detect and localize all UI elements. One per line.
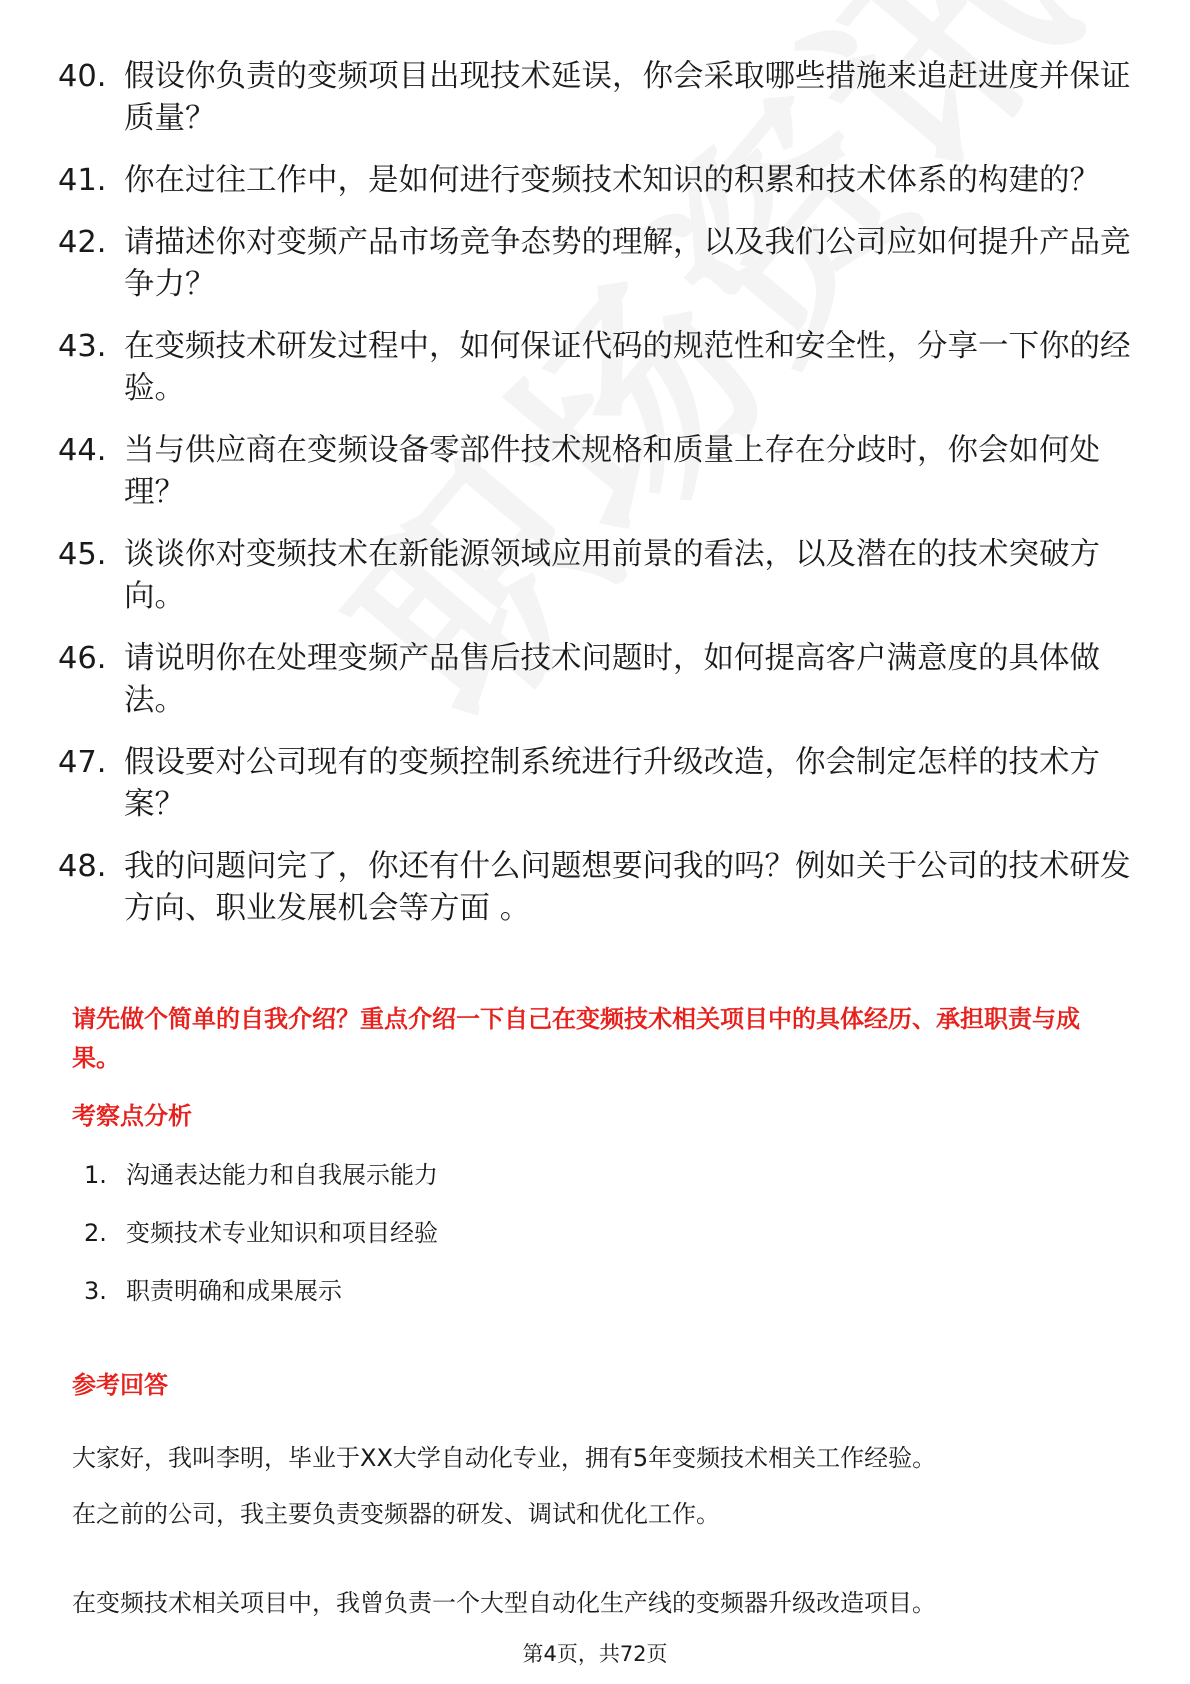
reference-paragraph: 在之前的公司，我主要负责变频器的研发、调试和优化工作。	[72, 1500, 720, 1528]
highlighted-question: 请先做个简单的自我介绍？重点介绍一下自己在变频技术相关项目中的具体经历、承担职责与成果。	[72, 1005, 1080, 1072]
question-item	[58, 326, 1133, 410]
question-number: 48.	[58, 849, 107, 884]
question-item	[58, 638, 1133, 722]
question-number: 40.	[58, 59, 107, 94]
question-text: 请说明你在处理变频产品售后技术问题时，如何提高客户满意度的具体做法。	[124, 641, 1100, 718]
analysis-item	[84, 1218, 438, 1248]
analysis-number: 1.	[84, 1161, 107, 1189]
question-item	[58, 56, 1133, 140]
analysis-list	[84, 1160, 438, 1334]
question-list	[58, 56, 1133, 950]
question-text: 请描述你对变频产品市场竞争态势的理解，以及我们公司应如何提升产品竞争力？	[124, 225, 1131, 302]
question-item	[58, 846, 1133, 930]
question-number: 46.	[58, 641, 107, 676]
reference-paragraph: 在变频技术相关项目中，我曾负责一个大型自动化生产线的变频器升级改造项目。	[72, 1589, 936, 1617]
reference-paragraph: 大家好，我叫李明，毕业于XX大学自动化专业，拥有5年变频技术相关工作经验。	[72, 1444, 937, 1472]
question-text: 假设你负责的变频项目出现技术延误，你会采取哪些措施来追赶进度并保证质量？	[124, 59, 1131, 136]
page-footer: 第4页，共72页	[522, 1642, 668, 1666]
question-item	[58, 430, 1133, 514]
reference-title: 参考回答	[72, 1371, 168, 1399]
question-number: 43.	[58, 329, 107, 364]
question-text: 在变频技术研发过程中，如何保证代码的规范性和安全性，分享一下你的经验。	[124, 329, 1131, 406]
analysis-text: 变频技术专业知识和项目经验	[126, 1219, 438, 1247]
question-text: 谈谈你对变频技术在新能源领域应用前景的看法，以及潜在的技术突破方向。	[124, 537, 1100, 614]
question-item	[58, 534, 1133, 618]
question-text: 假设要对公司现有的变频控制系统进行升级改造，你会制定怎样的技术方案？	[124, 745, 1100, 822]
question-number: 42.	[58, 225, 107, 260]
question-item	[58, 160, 1133, 202]
question-item	[58, 222, 1133, 306]
analysis-title: 考察点分析	[72, 1102, 192, 1130]
question-text: 我的问题问完了，你还有什么问题想要问我的吗？例如关于公司的技术研发方向、职业发展机会等方面 。	[124, 849, 1131, 926]
question-text: 你在过往工作中，是如何进行变频技术知识的积累和技术体系的构建的？	[124, 163, 1100, 198]
analysis-text: 沟通表达能力和自我展示能力	[126, 1161, 438, 1189]
question-number: 44.	[58, 433, 107, 468]
analysis-item	[84, 1160, 438, 1190]
question-number: 45.	[58, 537, 107, 572]
analysis-number: 2.	[84, 1219, 107, 1247]
question-number: 47.	[58, 745, 107, 780]
analysis-number: 3.	[84, 1277, 107, 1305]
question-number: 41.	[58, 163, 107, 198]
question-item	[58, 742, 1133, 826]
analysis-text: 职责明确和成果展示	[126, 1277, 342, 1305]
analysis-item	[84, 1276, 438, 1306]
question-text: 当与供应商在变频设备零部件技术规格和质量上存在分歧时，你会如何处理？	[124, 433, 1100, 510]
